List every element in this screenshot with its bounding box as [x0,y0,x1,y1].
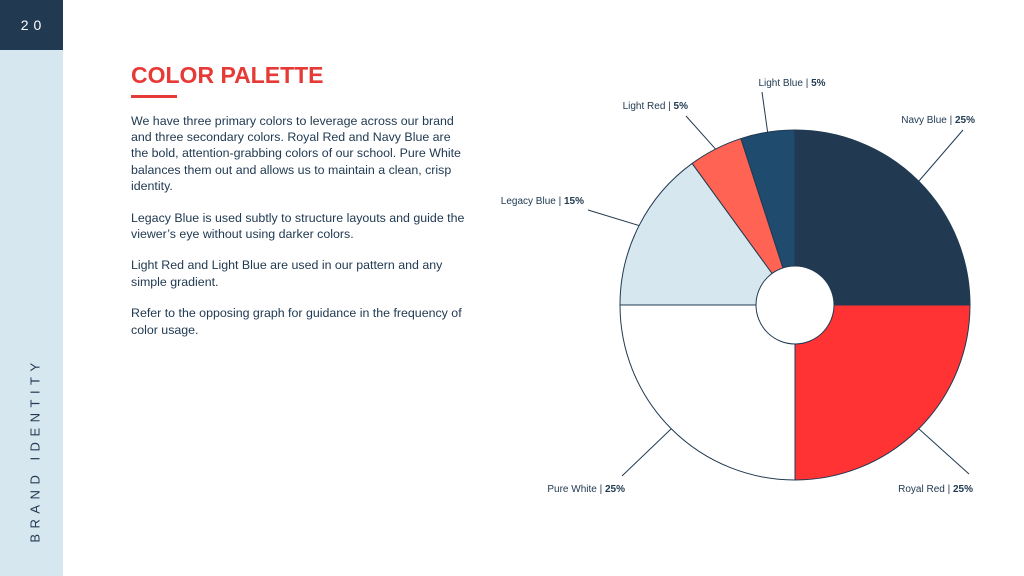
slice-label: Light Blue | 5% [758,78,826,89]
leader-line [622,429,671,476]
section-label: BRAND IDENTITY [27,357,43,543]
paragraph: Refer to the opposing graph for guidance in the frequency of color usage. [131,306,462,337]
donut-hole [756,266,834,344]
slice-label: Legacy Blue | 15% [500,196,584,207]
slice-label: Pure White | 25% [547,484,625,495]
leader-line [919,130,963,181]
page-number: 20 [0,0,63,50]
leader-line [686,116,716,149]
slice-label: Navy Blue | 25% [901,115,975,126]
page-title: COLOR PALETTE [131,62,324,88]
paragraph: We have three primary colors to leverage across our brand and three secondary colors. Royal Red and Navy Blue are the bold, attention-grabbing colors of our school. Pure White balances them out and allows us to maintain a clean, crisp identity. [131,114,461,193]
leader-line [762,92,768,132]
slice-label: Light Red | 5% [622,101,688,112]
paragraph: Light Red and Light Blue are used in our pattern and any simple gradient. [131,258,443,289]
paragraph: Legacy Blue is used subtly to structure layouts and guide the viewer’s eye without using darker colors. [131,210,465,241]
slice-label: Royal Red | 25% [898,484,973,495]
leader-line [588,210,639,226]
leader-line [919,429,969,474]
